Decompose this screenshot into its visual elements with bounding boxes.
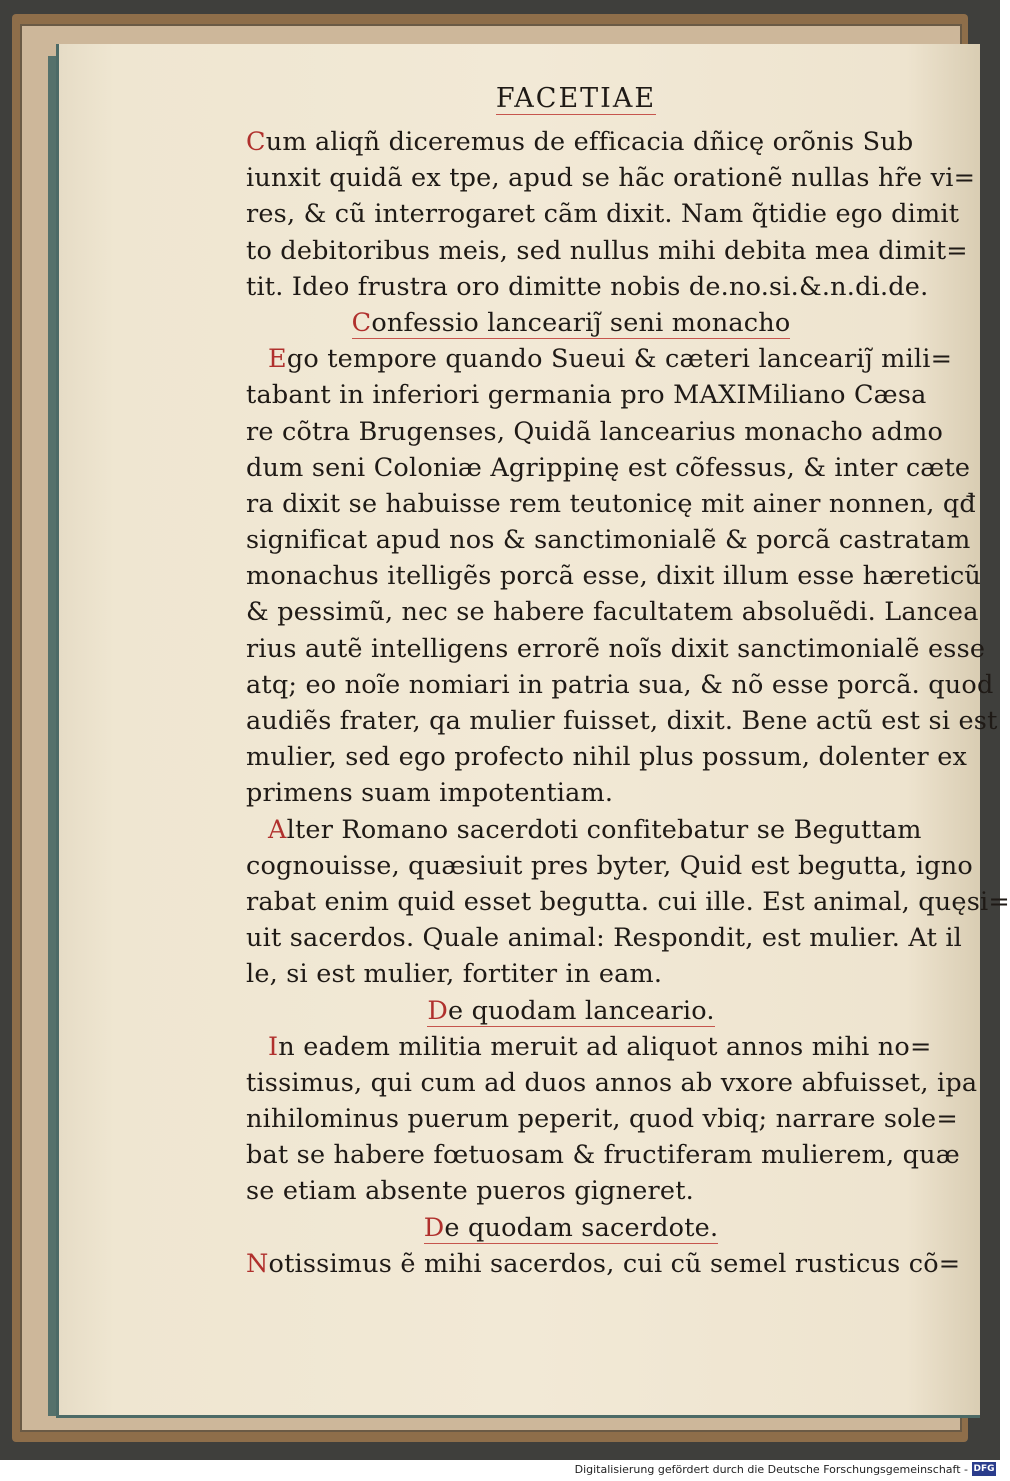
text-line — [246, 956, 896, 992]
line-text: & pessimũ, nec se habere facultatem absoluẽdi. Lancea — [246, 597, 979, 628]
line-content — [246, 923, 962, 953]
line-text: re cõtra Brugenses, Quidã lancearius monacho admo — [246, 416, 944, 447]
line-content — [352, 308, 791, 339]
footer — [0, 1460, 1000, 1481]
line-text: uit sacerdos. Quale animal: Respondit, est mulier. At il — [246, 923, 963, 954]
text-line — [246, 1173, 896, 1209]
text-line — [246, 196, 960, 232]
line-text: n eadem militia meruit ad aliquot annos mihi no= — [278, 1031, 932, 1062]
section-title — [246, 305, 896, 341]
line-content — [246, 489, 976, 519]
line-text: to debitoribus meis, sed nullus mihi debita mea dimit= — [246, 235, 968, 266]
line-content — [246, 272, 928, 302]
text-line — [246, 1246, 961, 1282]
text-line — [246, 848, 973, 884]
line-text: primens suam impotentiam. — [246, 778, 614, 809]
line-text: rius autẽ intelligens errorẽ noĩs dixit sanctimonialẽ esse — [246, 633, 986, 664]
text-line — [246, 631, 986, 667]
line-content — [246, 525, 971, 555]
text-line — [246, 486, 976, 522]
line-content — [268, 344, 952, 374]
line-content — [268, 1032, 932, 1062]
line-text: tit. Ideo frustra oro dimitte nobis de.no.si.&.n.di.de. — [246, 271, 929, 302]
line-content — [246, 1176, 694, 1206]
rubric-initial: N — [246, 1248, 269, 1279]
dfg-logo: DFG — [973, 1464, 995, 1474]
line-text: nihilominus puerum peperit, quod vbiq; narrare sole= — [246, 1104, 958, 1135]
text-line — [246, 160, 976, 196]
line-content — [246, 597, 979, 627]
heading-text: FACETIAE — [495, 83, 657, 114]
line-content — [246, 887, 1010, 917]
line-content — [246, 634, 985, 664]
text-line — [246, 812, 922, 848]
page-heading — [256, 74, 896, 124]
section-title — [246, 993, 896, 1029]
text-line — [246, 450, 971, 486]
line-content — [268, 815, 922, 845]
line-text: rabat enim quid esset begutta. cui ille. Est animal, quęsi= — [246, 886, 1010, 917]
text-line — [246, 920, 963, 956]
text-line — [246, 1137, 960, 1173]
line-content — [246, 1140, 960, 1170]
text-line — [246, 522, 971, 558]
line-content — [246, 453, 970, 483]
line-content — [246, 1104, 958, 1134]
line-text: e quodam sacerdote. — [444, 1212, 719, 1243]
rubric-initial: I — [268, 1031, 279, 1062]
section-title — [246, 1210, 896, 1246]
text-line — [246, 703, 998, 739]
line-content — [246, 380, 927, 410]
text-line — [246, 414, 944, 450]
text-line — [246, 594, 979, 630]
line-content — [246, 561, 981, 591]
text-line — [246, 124, 914, 160]
line-text: onfessio lanceariȷ̃ seni monacho — [371, 307, 791, 338]
line-text: otissimus ẽ mihi sacerdos, cui cũ semel rusticus cõ= — [268, 1248, 961, 1279]
line-content — [246, 236, 968, 266]
line-text: cognouisse, quæsiuit pres byter, Quid est begutta, igno — [246, 850, 973, 881]
line-content — [246, 163, 975, 193]
text-line — [246, 1065, 978, 1101]
line-text: iunxit quidã ex tpe, apud se hãc orationẽ nullas hr̃e vi= — [246, 163, 976, 194]
line-text: significat apud nos & sanctimonialẽ & porcã castratam — [246, 525, 971, 556]
footer-credit: Digitalisierung gefördert durch die Deutsche Forschungsgemeinschaft - — [574, 1463, 968, 1476]
text-line — [246, 558, 982, 594]
line-content — [246, 706, 998, 736]
rubric-initial: C — [246, 127, 266, 157]
line-content — [246, 417, 943, 447]
rubric-initial: D — [427, 995, 449, 1026]
line-text: monachus itelligẽs porcã esse, dixit illum esse hæreticũ — [246, 561, 982, 592]
line-text: tissimus, qui cum ad duos annos ab vxore abfuisset, ipa — [246, 1067, 978, 1098]
line-text: lter Romano sacerdoti confitebatur se Beguttam — [286, 814, 922, 845]
line-text: dum seni Coloniæ Agrippinę est cõfessus, & inter cæte — [246, 452, 971, 483]
line-text: bat se habere fœtuosam & fructiferam mulierem, quæ — [246, 1140, 960, 1171]
line-text: um aliqñ diceremus de efficacia dñicę orõnis Sub — [265, 127, 914, 157]
text-line — [246, 377, 927, 413]
line-text: audiẽs frater, qa mulier fuisset, dixit. Bene actũ est si est — [246, 706, 998, 736]
rubric-initial: A — [268, 814, 287, 845]
rubric-initial: D — [423, 1212, 445, 1243]
rubric-initial: C — [351, 307, 372, 338]
text-line — [246, 884, 1010, 920]
line-content — [246, 778, 613, 808]
line-content — [246, 1068, 977, 1098]
line-content — [246, 127, 913, 157]
text-line — [246, 775, 896, 811]
line-content — [246, 199, 959, 229]
line-content — [427, 996, 714, 1027]
line-text: se etiam absente pueros gigneret. — [246, 1176, 694, 1207]
text-line — [246, 341, 953, 377]
line-text: mulier, sed ego profecto nihil plus possum, dolenter ex — [246, 742, 968, 773]
text-lines — [246, 124, 1010, 1282]
page-text — [246, 74, 1010, 1282]
line-content — [246, 670, 993, 700]
line-text: go tempore quando Sueui & cæteri lanceariȷ̃ mili= — [286, 344, 953, 375]
rubric-initial: E — [268, 344, 287, 375]
text-line — [246, 1029, 932, 1065]
line-content — [424, 1213, 719, 1244]
text-line — [246, 233, 968, 269]
line-text: tabant in inferiori germania pro MAXIMiliano Cæsa — [246, 380, 927, 411]
text-line — [246, 269, 929, 305]
text-line — [246, 739, 968, 775]
text-line — [246, 1101, 958, 1137]
line-text: ra dixit se habuisse rem teutonicę mit ainer nonnen, qđ — [246, 488, 976, 519]
line-text: atq; eo noĩe nomiari in patria sua, & nõ esse porcã. quod — [246, 669, 994, 700]
line-text: le, si est mulier, fortiter in eam. — [246, 959, 663, 990]
line-content — [246, 959, 662, 989]
line-content — [246, 1249, 960, 1279]
line-text: e quodam lanceario. — [448, 995, 715, 1026]
line-content — [246, 851, 973, 881]
line-text: res, & cũ interrogaret cãm dixit. Nam q̃tidie ego dimit — [246, 199, 960, 230]
text-line — [246, 667, 994, 703]
line-content — [246, 742, 967, 772]
